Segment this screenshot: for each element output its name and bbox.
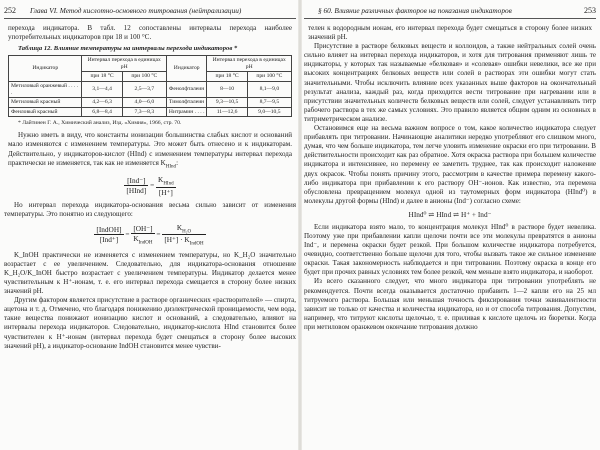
- left-header-title: Глава VI. Метод кислотно-основного титрования (нейтрализации): [30, 6, 242, 15]
- cell-value: 4,0—6,0: [122, 98, 166, 108]
- cell-value: 9,3—10,5: [207, 98, 247, 108]
- right-paragraph-4: Если индикатора взято мало, то концентрация молекул HInd⁰ в растворе будет невелика. Поэтому уже при прибавлении капли щелочи почти все эти молекулы превратятся в анионы Ind⁻, и перемена окраски будет резкой. При большом количестве индикатора потребуется, очевидно, соответственно больше щелочи для того, чтобы вызвать такое же сильное изменение окраски. Такая закономерность наблюдается и при титровании. Поэтому окраска в конце его будет при прочих равных условиях тем более резкой, чем меньше взято индикатора, и наоборот.: [304, 222, 596, 277]
- th-indicator-1: Индикатор: [9, 56, 82, 82]
- left-paragraph-2: Но интервал перехода индикатора-основания весьма сильно зависит от изменения температуры. Это понятно из следующего:: [4, 200, 296, 218]
- f1-r-num-sub: HInd: [163, 181, 174, 187]
- table-caption: Таблица 12. Влияние температуры на интервалы перехода индикаторов *: [18, 45, 238, 53]
- cell-value: 6,8—8,4: [82, 107, 122, 117]
- th-t100-1: при 100 °С: [122, 72, 166, 82]
- f1-left-fraction: [124, 176, 148, 195]
- f2-eq-1: =: [125, 229, 130, 239]
- cell-value: 11—12,6: [207, 107, 247, 117]
- cell-indicator-name: Фенолфталеин: [166, 81, 207, 97]
- table-row: [9, 98, 292, 108]
- f2-eq-2: =: [156, 229, 161, 239]
- right-paragraph-1: телен к водородным ионам, его интервал перехода будет смещаться в сторону более низких значений pH.: [308, 24, 592, 42]
- right-page-number: 253: [584, 6, 596, 15]
- f1-denominator: [HInd]: [126, 186, 147, 196]
- f2-m-num: [OH⁻]: [133, 223, 153, 233]
- table-footnote: * Лайтинен Г. А., Химический анализ, Изд. «Химия», 1966, стр. 70.: [18, 120, 182, 127]
- f1-right-fraction: [156, 175, 176, 196]
- f2-r-num: [162, 223, 205, 235]
- left-running-header: [4, 4, 296, 19]
- left-page-number: 252: [4, 6, 16, 15]
- cell-value: 8—10: [207, 81, 247, 97]
- f2-m-den-k: K: [133, 233, 139, 243]
- f1-r-denominator: [H⁺]: [158, 187, 173, 197]
- f1-r-num-k: K: [158, 175, 164, 185]
- f2-r-den-text: [H⁺] · K: [164, 235, 190, 245]
- f2-r-den: [162, 235, 205, 246]
- th-t18-2: при 18 °С: [207, 72, 247, 82]
- table-row: [9, 81, 292, 97]
- cell-value: 9,0—10,5: [247, 107, 291, 117]
- right-page: [304, 0, 596, 450]
- left-paragraph-3: K_InOH практически не изменяется с изменением температуры, но K_H₂O значительно возрастает с ее увеличением. Следовательно, для индикатора-основания отношение K_H₂O/K_InOH быстро возрастает с увеличением температуры. Индикатор делается менее чувствительным к H⁺-ионам, т. е. его интервал перехода смещается в сторону более низких значений pH.: [4, 250, 296, 296]
- right-header-title: § 60. Влияние различных факторов на показания индикаторов: [318, 6, 512, 15]
- left-paragraph-4: Другим фактором является присутствие в растворе органических «растворителей» — спирта, ацетона и т. д. Отмечено, что благодаря понижению диэлектрической проницаемости, чем вода, такие вещества понижают ионизацию кислот и оснований, а следовательно, влияют на интервалы перехода индикаторов. Следовательно, индикатор-кислота HInd становится более чувствителен к H⁺-ионам (интервал перехода будет смещаться в сторону более высоких значений pH), а индикатор-основание IndOH становится менее чувстви-: [4, 296, 296, 350]
- f2-r-num-sub: H₂O: [182, 229, 192, 235]
- th-t18-1: при 18 °С: [82, 72, 122, 82]
- th-indicator-2: Индикатор: [166, 56, 207, 82]
- cell-value: 8,7—9,5: [247, 98, 291, 108]
- f1-equals: =: [150, 180, 155, 190]
- table-header-row: [9, 56, 292, 72]
- th-interval-2: Интервал перехода в единицах pH: [207, 56, 292, 72]
- cell-indicator-name: Нитрамин . . . .: [166, 107, 207, 117]
- f2-left-fraction: [94, 225, 123, 244]
- p1-text: Нужно иметь в виду, что константы ионизации большинства слабых кислот и оснований мало изменяются с изменением температуры. Это может быть отнесено и к индикаторам. Действительно, у индикаторов-кислот (HInd) с изменением температуры интервал перехода практически не изменяется, так как не изменяется K: [8, 131, 292, 167]
- left-page: [4, 0, 296, 450]
- f2-r-num-k: K: [176, 222, 183, 232]
- f2-r-den-sub: IndOH: [189, 241, 204, 247]
- temperature-table: [8, 55, 292, 117]
- right-paragraph-2: Присутствие в растворе белковых веществ и коллоидов, а также нейтральных солей очень сильно влияет на интервал перехода индикаторов, и хотя для титрования применяют лишь те индикаторы, у которых так называемые «белковая» и «солевая» ошибки невелики, все же при высоких концентрациях белковых веществ или солей в растворах эти ошибки могут стать значительными. Чтобы исключить влияние всех указанных выше факторов на окончательный результат анализа, каждый раз, когда приходится вести титрование при нагревании или в присутствии значительных количеств белковых веществ или солей, следует устанавливать титр рабочего раствора в тех же самых условиях. Это правило является общим одним из основных в титриметрическом анализе.: [304, 42, 596, 123]
- table-row: [9, 107, 292, 117]
- cell-value: 3,1—4,4: [82, 81, 122, 97]
- f2-m-den: [131, 234, 154, 245]
- cell-value: 2,5—3,7: [122, 81, 166, 97]
- right-running-header: [304, 4, 596, 19]
- formula-2: [4, 223, 296, 247]
- cell-indicator-name: Метиловый красный: [9, 98, 82, 108]
- f2-m-den-sub: IndOH: [138, 240, 153, 246]
- f1-r-numerator: [156, 175, 176, 187]
- book-gutter: [298, 0, 302, 450]
- right-paragraph-3: Остановимся еще на весьма важном вопросе о том, какое количество индикатора следует прибавлять при титровании. Начинающие аналитики нередко употребляют его слишком много, думая, что чем больше индикатора, тем легче уловить изменение окраски его при титровании. В действительности происходит как раз обратное. Хотя окраска раствора при большем количестве индикатора и интенсивнее, но перемену ее заметить труднее, так как происходит наложение двух окрасок. Чтобы понять причину этого, рассмотрим в качестве примера перемену какого-либо индикатора при прибавлении к его раствору OH⁻-ионов. Как известно, эта перемена обусловлена превращением молекул одной из таутомерных форм индикатора (HInd⁰) в молекулы другой формы (HInd) и далее в анионы (Ind⁻) согласно схеме:: [304, 124, 596, 205]
- p1-end: :: [176, 158, 179, 167]
- f2-l-num: [IndOH]: [96, 225, 122, 235]
- cell-indicator-name: Фенловый красный: [9, 107, 82, 117]
- left-paragraph-1: [8, 131, 292, 171]
- cell-value: 4,2—6,3: [82, 98, 122, 108]
- formula-1: [4, 175, 296, 196]
- tautomer-scheme: HInd⁰ ⇌ HInd ⇌ H⁺ + Ind⁻: [408, 209, 492, 219]
- p1-sub: HInd: [165, 164, 177, 170]
- cell-indicator-name: Метиловый оранжевый . . . . .: [9, 81, 82, 97]
- cell-indicator-name: Тимолфталеин: [166, 98, 207, 108]
- cell-value: 8,1—9,0: [247, 81, 291, 97]
- right-paragraph-5: Из всего сказанного следует, что много индикатора при титровании употреблять не рекомендуется. Почти всегда оказывается достаточно прибавить 1—2 капли его на 25 мл титруемого раствора. Большая или меньшая точность фиксирования точки эквивалентности зависит не только от качества и количества индикатора, но и от способа титрования. Допустим, например, что титруют кислоты щелочью, т. е. приливая к кислоте щелочь из бюретки. Когда при метиловом оранжевом окончание титрования должно: [304, 277, 596, 331]
- f1-numerator: [Ind⁻]: [124, 176, 148, 186]
- cell-value: 7,3—8,3: [122, 107, 166, 117]
- f2-l-den: [Ind⁺]: [99, 235, 119, 245]
- f2-mid-fraction: [131, 224, 154, 245]
- th-t100-2: при 100 °С: [247, 72, 291, 82]
- left-intro-paragraph: перехода индикатора. В табл. 12 сопоставлены интервалы перехода наиболее употребительных индикаторов при 18 и 100 °С.: [8, 24, 292, 42]
- th-interval-1: Интервал перехода в единицах pH: [82, 56, 166, 72]
- f2-right-fraction: [162, 223, 205, 247]
